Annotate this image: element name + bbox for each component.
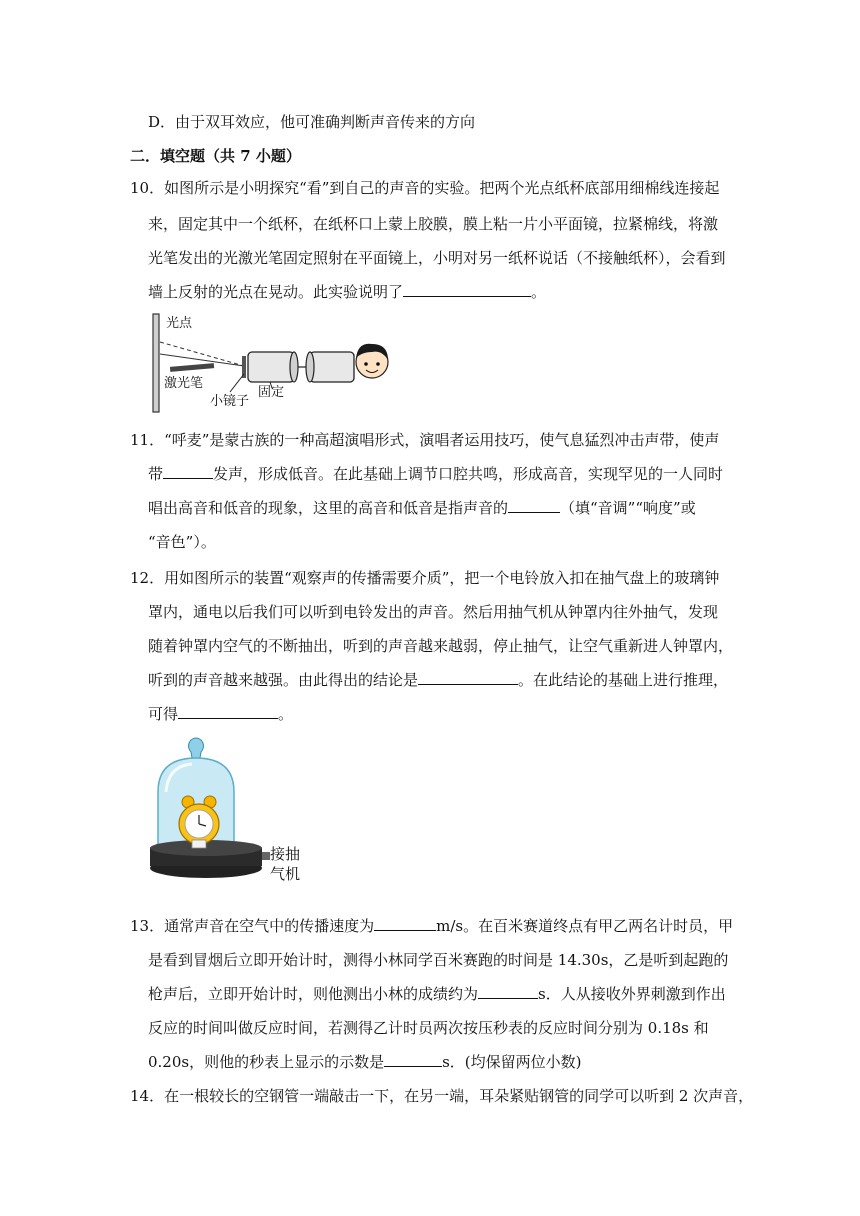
q11-stem-c: 唱出高音和低音的现象，这里的高音和低音是指声音的 — [148, 499, 509, 517]
q10-line-4 — [148, 282, 546, 302]
q13-stem-a: 13．通常声音在空气中的传播速度为 — [130, 917, 375, 935]
q13-stem-d: s．人从接收外界刺激到作出 — [538, 985, 726, 1003]
q12-stem-c: 可得 — [148, 705, 179, 723]
laser-cup-experiment-figure — [150, 312, 395, 414]
q14-line-1: 14．在一根较长的空钢管一端敲击一下，在另一端，耳朵紧贴钢管的同学可以听到 2 次声音， — [130, 1087, 754, 1105]
q12-stem-d: 。 — [278, 705, 294, 723]
q13-stem-c: 枪声后，立即开始计时，则他测出小林的成绩约为 — [148, 985, 479, 1003]
q13-stem-b: m/s。在百米赛道终点有甲乙两名计时员，甲 — [436, 917, 734, 935]
label-connect: 接抽 — [270, 845, 301, 863]
q11-answer-blank-1[interactable] — [163, 464, 213, 479]
q10-line-2: 来，固定其中一个纸杯，在纸杯口上蒙上胶膜，膜上粘一片小平面镜，拉紧棉线，将激 — [148, 215, 719, 233]
q11-line-2 — [148, 464, 723, 484]
q13-answer-blank-2[interactable] — [478, 984, 538, 999]
label-laser-pen: 激光笔 — [164, 376, 204, 391]
q11-line-3 — [148, 498, 696, 518]
q10-answer-blank[interactable] — [403, 282, 531, 297]
q10-line-3: 光笔发出的光激光笔固定照射在平面镜上，小明对另一纸杯说话（不接触纸杯），会看到 — [148, 249, 726, 267]
q13-stem-f: s．(均保留两位小数) — [442, 1053, 582, 1071]
q12-stem-b: 。在此结论的基础上进行推理， — [518, 671, 729, 689]
label-light-spot: 光点 — [166, 316, 193, 331]
q12-line-4 — [148, 670, 728, 690]
q12-line-2: 罩内，通电以后我们可以听到电铃发出的声音。然后用抽气机从钟罩内往外抽气，发现 — [148, 603, 719, 621]
q13-stem-e: 0.20s，则他的秒表上显示的示数是 — [148, 1053, 385, 1071]
bell-jar-figure — [148, 736, 308, 888]
q13-line-1 — [130, 916, 733, 936]
q11-answer-blank-2[interactable] — [508, 498, 560, 513]
q13-line-4: 反应的时间叫做反应时间，若测得乙计时员两次按压秒表的反应时间分别为 0.18s 和 — [148, 1019, 709, 1037]
q13-answer-blank-1[interactable] — [374, 916, 436, 931]
label-pump: 气机 — [270, 865, 301, 883]
q13-line-2: 是看到冒烟后立即开始计时，测得小林同学百米赛跑的时间是 14.30s，乙是听到起跑的 — [148, 951, 729, 969]
q10-stem: 墙上反射的光点在晃动。此实验说明了 — [148, 283, 404, 301]
option-d: D．由于双耳效应，他可准确判断声音传来的方向 — [148, 113, 476, 131]
q11-stem-b: 发声，形成低音。在此基础上调节口腔共鸣，形成高音，实现罕见的一人同时 — [213, 465, 724, 483]
q12-line-1: 12．用如图所示的装置“观察声的传播需要介质”，把一个电铃放入扣在抽气盘上的玻璃钟 — [130, 569, 720, 587]
q12-line-5 — [148, 704, 293, 724]
q11-stem-d: （填“音调”“响度”或 — [560, 499, 696, 517]
section-title: 二．填空题（共 7 小题） — [130, 147, 301, 165]
q13-answer-blank-3[interactable] — [384, 1052, 442, 1067]
label-mirror: 小镜子 — [210, 394, 250, 409]
q10-line-1: 10．如图所示是小明探究“看”到自己的声音的实验。把两个光点纸杯底部用细棉线连接起 — [130, 179, 720, 197]
q12-answer-blank-2[interactable] — [178, 704, 278, 719]
q12-stem-a: 听到的声音越来越强。由此得出的结论是 — [148, 671, 419, 689]
q13-line-5 — [148, 1052, 582, 1072]
q12-answer-blank-1[interactable] — [418, 670, 518, 685]
q10-end: 。 — [531, 283, 547, 301]
q11-line-4: “音色”）。 — [148, 533, 216, 551]
q12-line-3: 随着钟罩内空气的不断抽出，听到的声音越来越弱，停止抽气，让空气重新进人钟罩内， — [148, 637, 734, 655]
q11-stem-a: 带 — [148, 465, 164, 483]
label-fixed: 固定 — [258, 385, 285, 400]
q13-line-3 — [148, 984, 726, 1004]
q11-line-1: 11．“呼麦”是蒙古族的一种高超演唱形式，演唱者运用技巧，使气息猛烈冲击声带，使声 — [130, 431, 720, 449]
